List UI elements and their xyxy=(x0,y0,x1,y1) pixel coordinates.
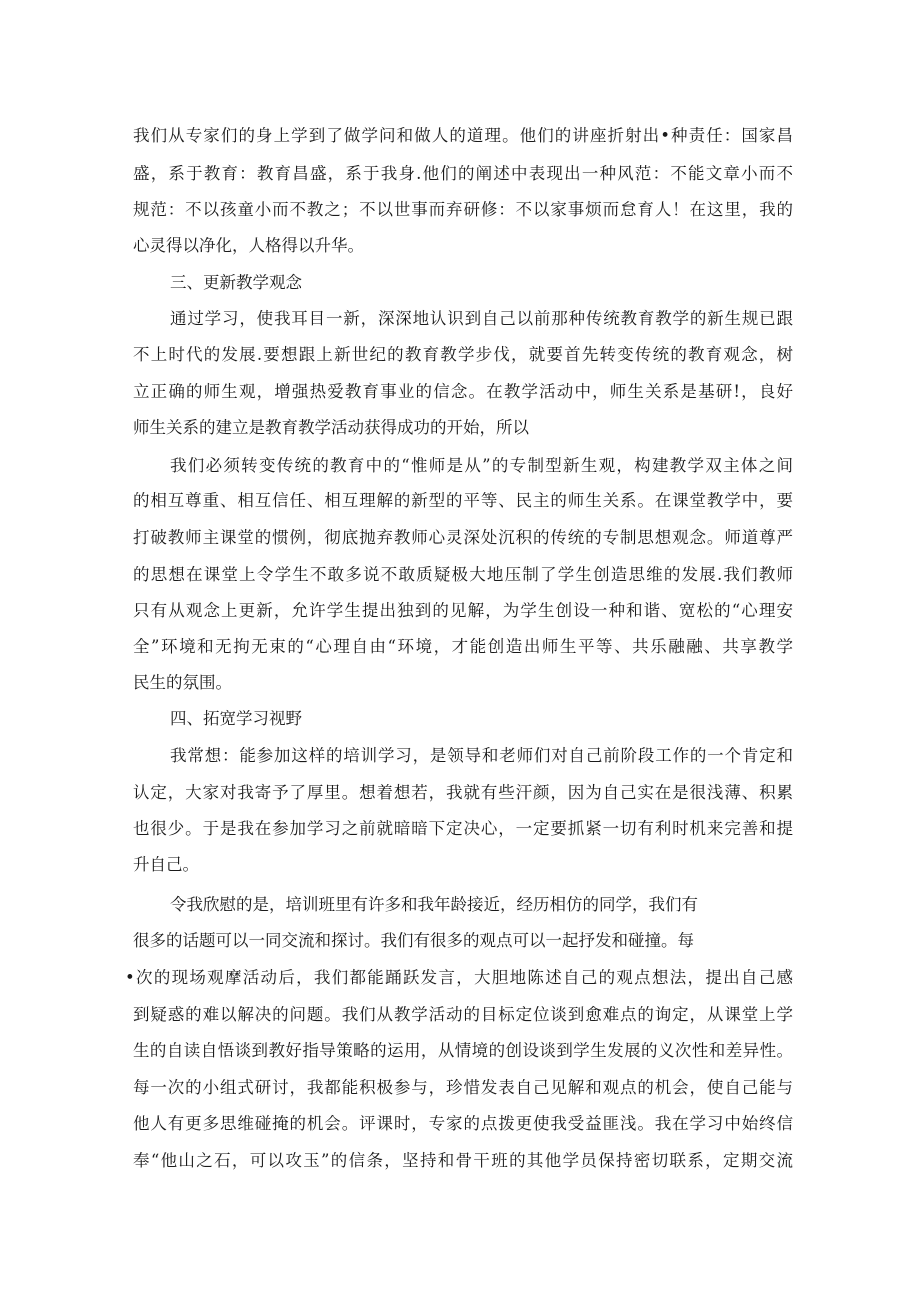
paragraph-line: 认定，大家对我寄予了厚里。想着想若，我就有些汗颜，因为自己实在是很浅薄、积累 xyxy=(133,783,793,802)
paragraph-line: 我常想：能参加这样的培训学习，是领导和老师们对自己前阶段工作的一个肯定和 xyxy=(170,746,793,765)
section-heading: 三、更新教学观念 xyxy=(170,273,302,292)
paragraph-line: 令我欣慰的是，培训班里有许多和我年龄接近，经历相仿的同学，我们有 xyxy=(170,895,698,914)
paragraph-line: 打破教师主课堂的惯例，彻底抛弃教师心灵深处沉积的传统的专制思想观念。师道尊严 xyxy=(133,528,793,547)
paragraph-line: 我们从专家们的身上学到了做学问和做人的道理。他们的讲座折射出•种责任：国家昌 xyxy=(133,126,793,145)
paragraph-line: 我们必须转变传统的教育中的“惟师是从”的专制型新生观，构建教学双主体之间 xyxy=(170,456,793,475)
paragraph-line: 的思想在课堂上令学生不敢多说不敢质疑极大地压制了学生创造思维的发展.我们教师 xyxy=(133,565,793,584)
paragraph-line: 到疑惑的难以解决的问题。我们从教学活动的目标定位谈到愈难点的询定，从课堂上学 xyxy=(133,1005,793,1024)
paragraph-line: 他人有更多思维碰掩的机会。评课时，专家的点拨更使我受益匪浅。我在学习中始终信 xyxy=(133,1114,793,1133)
paragraph-line: 的相互尊重、相互信任、相互理解的新型的平等、民主的师生关系。在课堂教学中，要 xyxy=(133,491,793,510)
paragraph-line: 也很少。于是我在参加学习之前就暗暗下定决心，一定要抓紧一切有利时机来完善和提 xyxy=(133,819,793,838)
paragraph-line: 规范：不以孩童小而不教之；不以世事而弃研修：不以家事烦而怠育人！在这里，我的 xyxy=(133,200,793,219)
paragraph-line: 全”环境和无拘无束的“心理自由“环境，才能创造出师生平等、共乐融融、共享教学 xyxy=(133,637,793,656)
paragraph-line: 生的自读自悟谈到教好指导策略的运用，从情境的创设谈到学生发展的义次性和差异性。 xyxy=(133,1041,793,1060)
paragraph-line: 心灵得以净化，人格得以升华。 xyxy=(133,236,364,255)
paragraph-line: 民生的氛围。 xyxy=(133,673,232,692)
paragraph-line: 不上时代的发展.要想跟上新世纪的教育教学步伐，就要首先转变传统的教育观念，树 xyxy=(133,345,793,364)
paragraph-line: 通过学习，使我耳目一新，深深地认识到自己以前那种传统教育教学的新生规已跟 xyxy=(170,309,793,328)
paragraph-line: 立正确的师生观，增强热爱教育事业的信念。在教学活动中，师生关系是基研!，良好 xyxy=(133,382,793,401)
paragraph-line: 很多的话题可以一同交流和探讨。我们有很多的观点可以一起抒发和碰撞。每 xyxy=(133,931,694,950)
paragraph-line: 升自己。 xyxy=(133,855,199,874)
paragraph-line: 师生关系的建立是教育教学活动获得成功的开始，所以 xyxy=(133,418,529,437)
paragraph-line: 奉“他山之石，可以攻玉”的信条，坚持和骨干班的其他学员保持密切联系，定期交流 xyxy=(133,1151,793,1170)
section-heading: 四、拓宽学习视野 xyxy=(170,709,302,728)
paragraph-line: 每一次的小组式研讨，我都能积极参与，珍惜发表自己见解和观点的机会，使自己能与 xyxy=(133,1078,793,1097)
paragraph-line: 盛，系于教育：教育昌盛，系于我身.他们的阐述中表现出一种风范：不能文章小而不 xyxy=(133,164,793,183)
paragraph-line: •次的现场观摩活动后，我们都能踊跃发言，大胆地陈述自己的观点想法，提出自己感 xyxy=(125,968,793,987)
paragraph-line: 只有从观念上更新，允许学生提出独到的见解，为学生创设一种和谐、宽松的“心理安 xyxy=(133,601,793,620)
